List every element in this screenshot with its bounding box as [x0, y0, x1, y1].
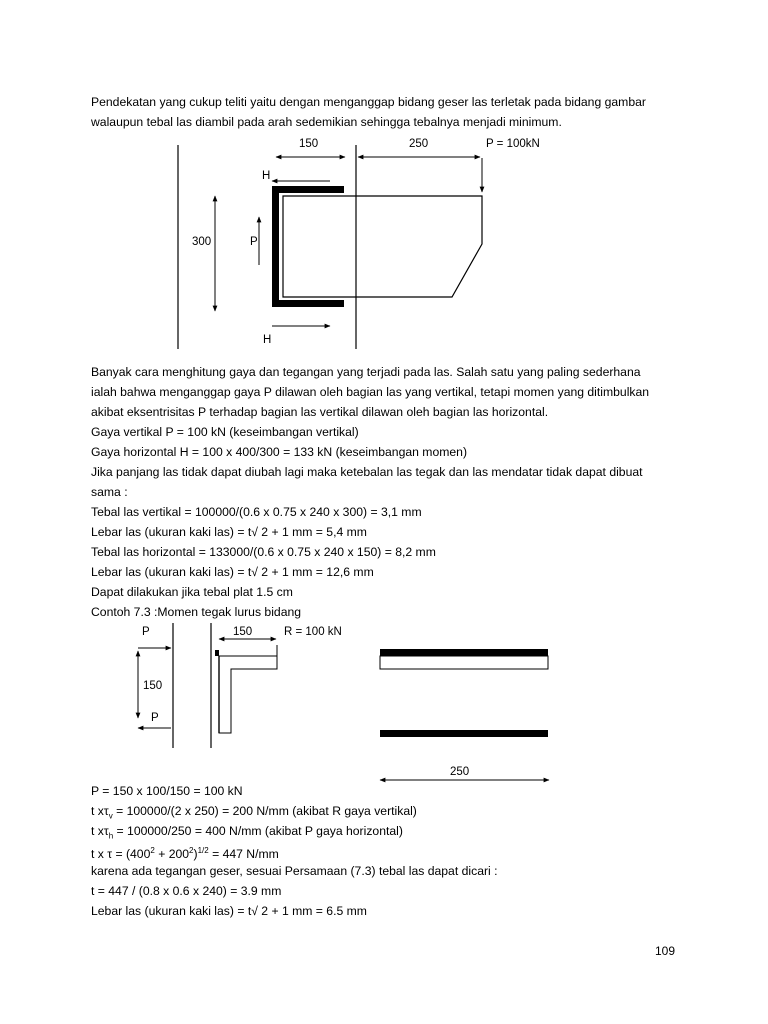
body2-line-3: t $x\tau_h = 100000/250 = 400$ N/mm (akibat P gaya horizontal) [91, 824, 403, 841]
body2-line-7: Lebar las (ukuran kaki las) = t√ 2 + 1 mm = 6.5 mm [91, 904, 367, 918]
fig2-weld-top [380, 649, 548, 656]
bracket-plate [283, 196, 482, 297]
fig2-p-top-label: P [142, 626, 150, 638]
fig2-dim-150-side-label: 150 [143, 680, 163, 692]
body1-line-11: Lebar las (ukuran kaki las) = t√ 2 + 1 mm = 12,6 mm [91, 565, 374, 579]
intro-line-1: Pendekatan yang cukup teliti yaitu dengan menganggap bidang geser las terletak pada bidang gambar [91, 95, 646, 109]
fig2-plate-top [380, 656, 548, 669]
load-label: P = 100kN [486, 138, 540, 150]
dim-300-label: 300 [192, 236, 212, 248]
body2-line-5: karena ada tegangan geser, sesuai Persamaan (7.3) tebal las dapat dicari : [91, 864, 498, 878]
body1-line-6: Jika panjang las tidak dapat diubah lagi maka ketebalan las tegak dan las mendatar tidak dapat dibuat [91, 465, 643, 479]
fig2-weld-bottom [380, 730, 548, 737]
h-top-label: H [262, 170, 271, 182]
body1-line-3: akibat eksentrisitas P terhadap bagian las vertikal dilawan oleh bagian las horizontal. [91, 405, 549, 419]
fig2-weld-mark [215, 650, 219, 656]
body1-line-1: Banyak cara menghitung gaya dan tegangan yang terjadi pada las. Salah satu yang paling sederhana [91, 365, 641, 379]
fig2-dim-150-top-label: 150 [233, 626, 253, 638]
weld-vertical [272, 186, 279, 307]
body1-line-7: sama : [91, 485, 128, 499]
fig2-p-bottom-label: P [151, 712, 159, 724]
fig2-dim-250-label: 250 [450, 766, 470, 778]
body1-line-10: Tebal las horizontal = 133000/(0.6 x 0.75 x 240 x 150) = 8,2 mm [91, 545, 436, 559]
body1-line-5: Gaya horizontal H = 100 x 400/300 = 133 kN (keseimbangan momen) [91, 445, 467, 459]
fig2-load-label: R = 100 kN [284, 626, 342, 638]
body2-line-2: t $x\tau_v = 100000/(2$ x 250) = 200 N/mm (akibat R gaya vertikal) [91, 804, 417, 821]
fig2-bracket [219, 656, 277, 733]
body1-line-9: Lebar las (ukuran kaki las) = t√ 2 + 1 mm = 5,4 mm [91, 525, 367, 539]
figure-2-moment-perpendicular [0, 615, 768, 795]
weld-top [272, 186, 344, 193]
body1-line-2: ialah bahwa menganggap gaya P dilawan oleh bagian las yang vertikal, tetapi momen yang ditimbulkan [91, 385, 650, 399]
figure-1-bracket-weld [0, 0, 768, 360]
h-bottom-label: H [263, 334, 272, 346]
body1-line-13: Contoh 7.3 :Momen tegak lurus bidang [91, 605, 302, 619]
body1-line-4: Gaya vertikal P = 100 kN (keseimbangan vertikal) [91, 425, 359, 439]
p-label: P [250, 236, 258, 248]
intro-line-2: walaupun tebal las diambil pada arah sedemikian sehingga tebalnya menjadi minimum. [91, 115, 562, 129]
body2-line-4: t x $\tau = (400^2 + 200^2)^{1/2} = 447$ N/mm [91, 846, 279, 862]
body1-line-12: Dapat dilakukan jika tebal plat 1.5 cm [91, 585, 293, 599]
body2-line-1: P = 150 x 100/150 = 100 kN [91, 784, 243, 798]
body2-line-6: t = 447 / (0.8 x 0.6 x 240) = 3.9 mm [91, 884, 282, 898]
weld-bottom [272, 300, 344, 307]
dim-250-label: 250 [409, 138, 429, 150]
dim-150-label: 150 [299, 138, 319, 150]
body1-line-8: Tebal las vertikal = 100000/(0.6 x 0.75 x 240 x 300) = 3,1 mm [91, 505, 422, 519]
page-number: 109 [655, 944, 676, 958]
